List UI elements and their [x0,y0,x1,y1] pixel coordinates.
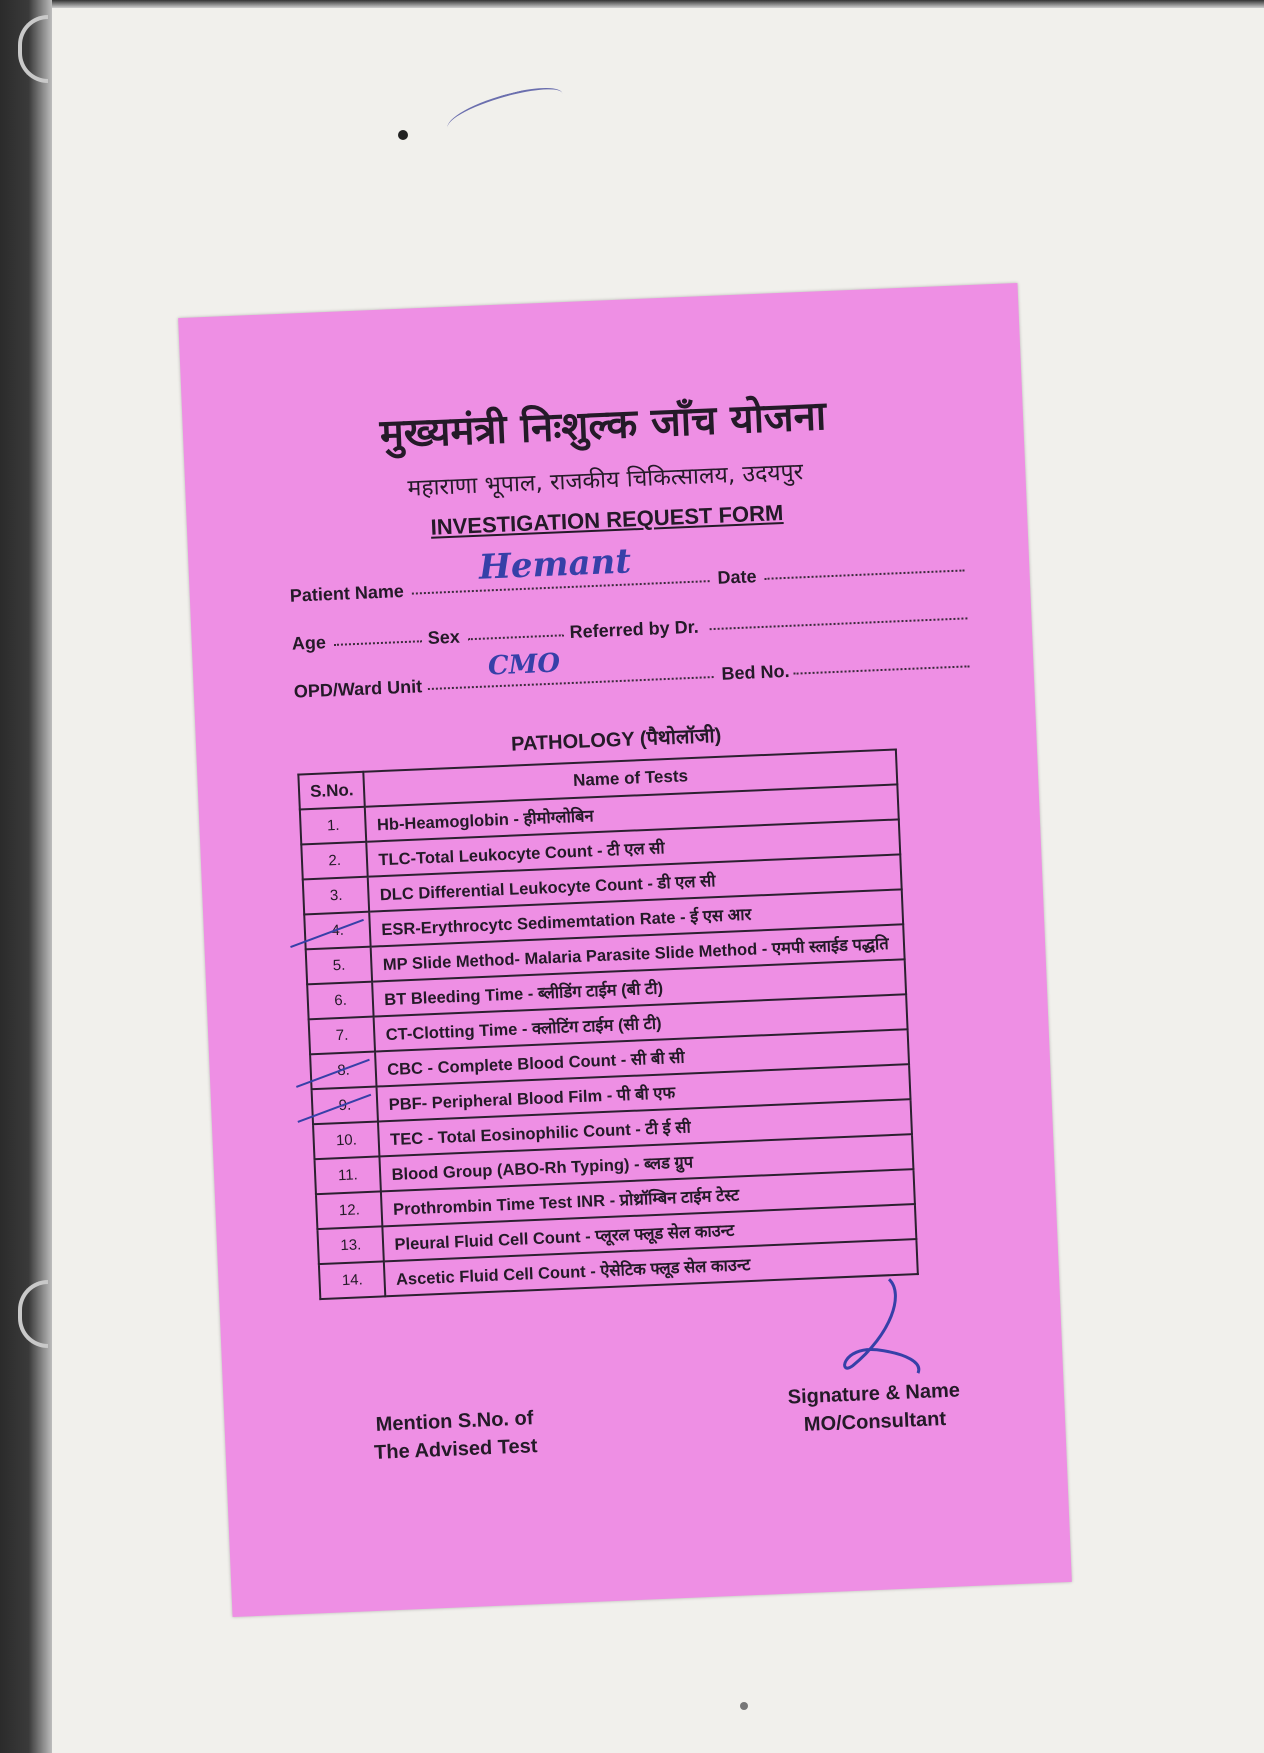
referred-by-line[interactable] [710,617,968,630]
scanner-edge-left [0,0,52,1753]
advised-test-note [334,1403,576,1469]
tests-table [297,748,919,1300]
opd-ward-line[interactable] [428,676,714,690]
test-sno[interactable]: 7. [309,1017,376,1055]
test-name: Prothrombin Time Test INR - प्रोथ्रॉम्बिन टाईम टेस्ट [381,1169,915,1226]
pencil-mark [443,81,567,141]
handwritten-tick-mark [297,1094,371,1123]
age-sex-row [291,605,972,663]
test-sno[interactable]: 8. [310,1052,377,1090]
patient-name-row [289,541,970,615]
test-sno[interactable]: 2. [301,842,368,880]
column-header-sno: S.No. [298,772,365,810]
scanner-edge-top [52,0,1264,8]
date-line[interactable] [765,569,965,579]
ink-speck [740,1702,748,1710]
bed-no-label: Bed No. [721,660,790,684]
test-name: BT Bleeding Time - ब्लीडिंग टाईम (बी टी) [373,959,907,1016]
patient-name-handwritten: Hemant [478,541,632,588]
test-name: PBF- Peripheral Blood Film - पी बी एफ [377,1064,911,1121]
test-name: TEC - Total Eosinophilic Count - टी ई सी [378,1099,912,1156]
scheme-title: मुख्यमंत्री निःशुल्क जाँच योजना [378,393,828,458]
test-sno[interactable]: 4. [304,912,371,950]
test-name: ESR-Erythrocytc Sedimemtation Rate - ई एस आर [370,889,904,946]
test-sno[interactable]: 6. [307,982,374,1020]
opd-ward-label: OPD/Ward Unit [293,676,423,702]
test-name: CT-Clotting Time - क्लोटिंग टाईम (सी टी) [374,994,908,1051]
test-sno[interactable]: 5. [306,947,373,985]
form-title: INVESTIGATION REQUEST FORM [430,500,784,540]
handwritten-tick-mark [296,1059,370,1088]
consultant-label: MO/Consultant [803,1407,947,1436]
investigation-request-form [178,283,1072,1617]
section-title: PATHOLOGY (पैथोलॉजी) [510,724,722,756]
test-name: TLC-Total Leukocyte Count - टी एल सी [367,819,901,876]
test-name: MP Slide Method- Malaria Parasite Slide Method - एमपी स्लाईड पद्धति [371,924,905,981]
hospital-name: महाराणा भूपाल, राजकीय चिकित्सालय, उदयपुर [407,459,804,502]
referred-by-label: Referred by Dr. [569,616,700,643]
test-sno[interactable]: 10. [313,1121,380,1159]
opd-row [293,648,974,711]
ink-speck [398,130,408,140]
bed-no-line[interactable] [794,665,970,674]
signature-scribble [819,1272,944,1387]
test-sno[interactable]: 14. [319,1261,386,1299]
signature-block [763,1375,985,1440]
signature-label: Signature & Name [787,1379,961,1409]
test-sno[interactable]: 3. [303,877,370,915]
handwritten-tick-mark [290,919,364,948]
test-sno[interactable]: 1. [300,807,367,845]
patient-name-label: Patient Name [289,580,405,606]
opd-ward-handwritten: CMO [487,648,561,682]
sex-line[interactable] [468,634,564,640]
note-line-1: Mention S.No. of [375,1407,534,1436]
column-header-name: Name of Tests [364,749,898,806]
test-name: Blood Group (ABO-Rh Typing) - ब्लड ग्रुप [380,1134,914,1191]
test-name: CBC - Complete Blood Count - सी बी सी [375,1029,909,1086]
test-sno[interactable]: 11. [314,1156,381,1194]
note-line-2: The Advised Test [373,1435,538,1464]
test-name: Ascetic Fluid Cell Count - ऐसेटिक फ्लूड सेल काउन्ट [384,1239,918,1296]
test-sno[interactable]: 9. [312,1087,379,1125]
test-sno[interactable]: 12. [316,1191,383,1229]
sex-label: Sex [427,626,461,648]
date-label: Date [717,566,757,588]
age-label: Age [291,632,327,654]
age-line[interactable] [334,640,422,646]
test-name: DLC Differential Leukocyte Count - डी एल सी [368,854,902,911]
test-sno[interactable]: 13. [317,1226,384,1264]
test-name: Pleural Fluid Cell Count - प्लूरल फ्लूड सेल काउन्ट [383,1204,917,1261]
test-name: Hb-Heamoglobin - हीमोग्लोबिन [365,784,899,841]
